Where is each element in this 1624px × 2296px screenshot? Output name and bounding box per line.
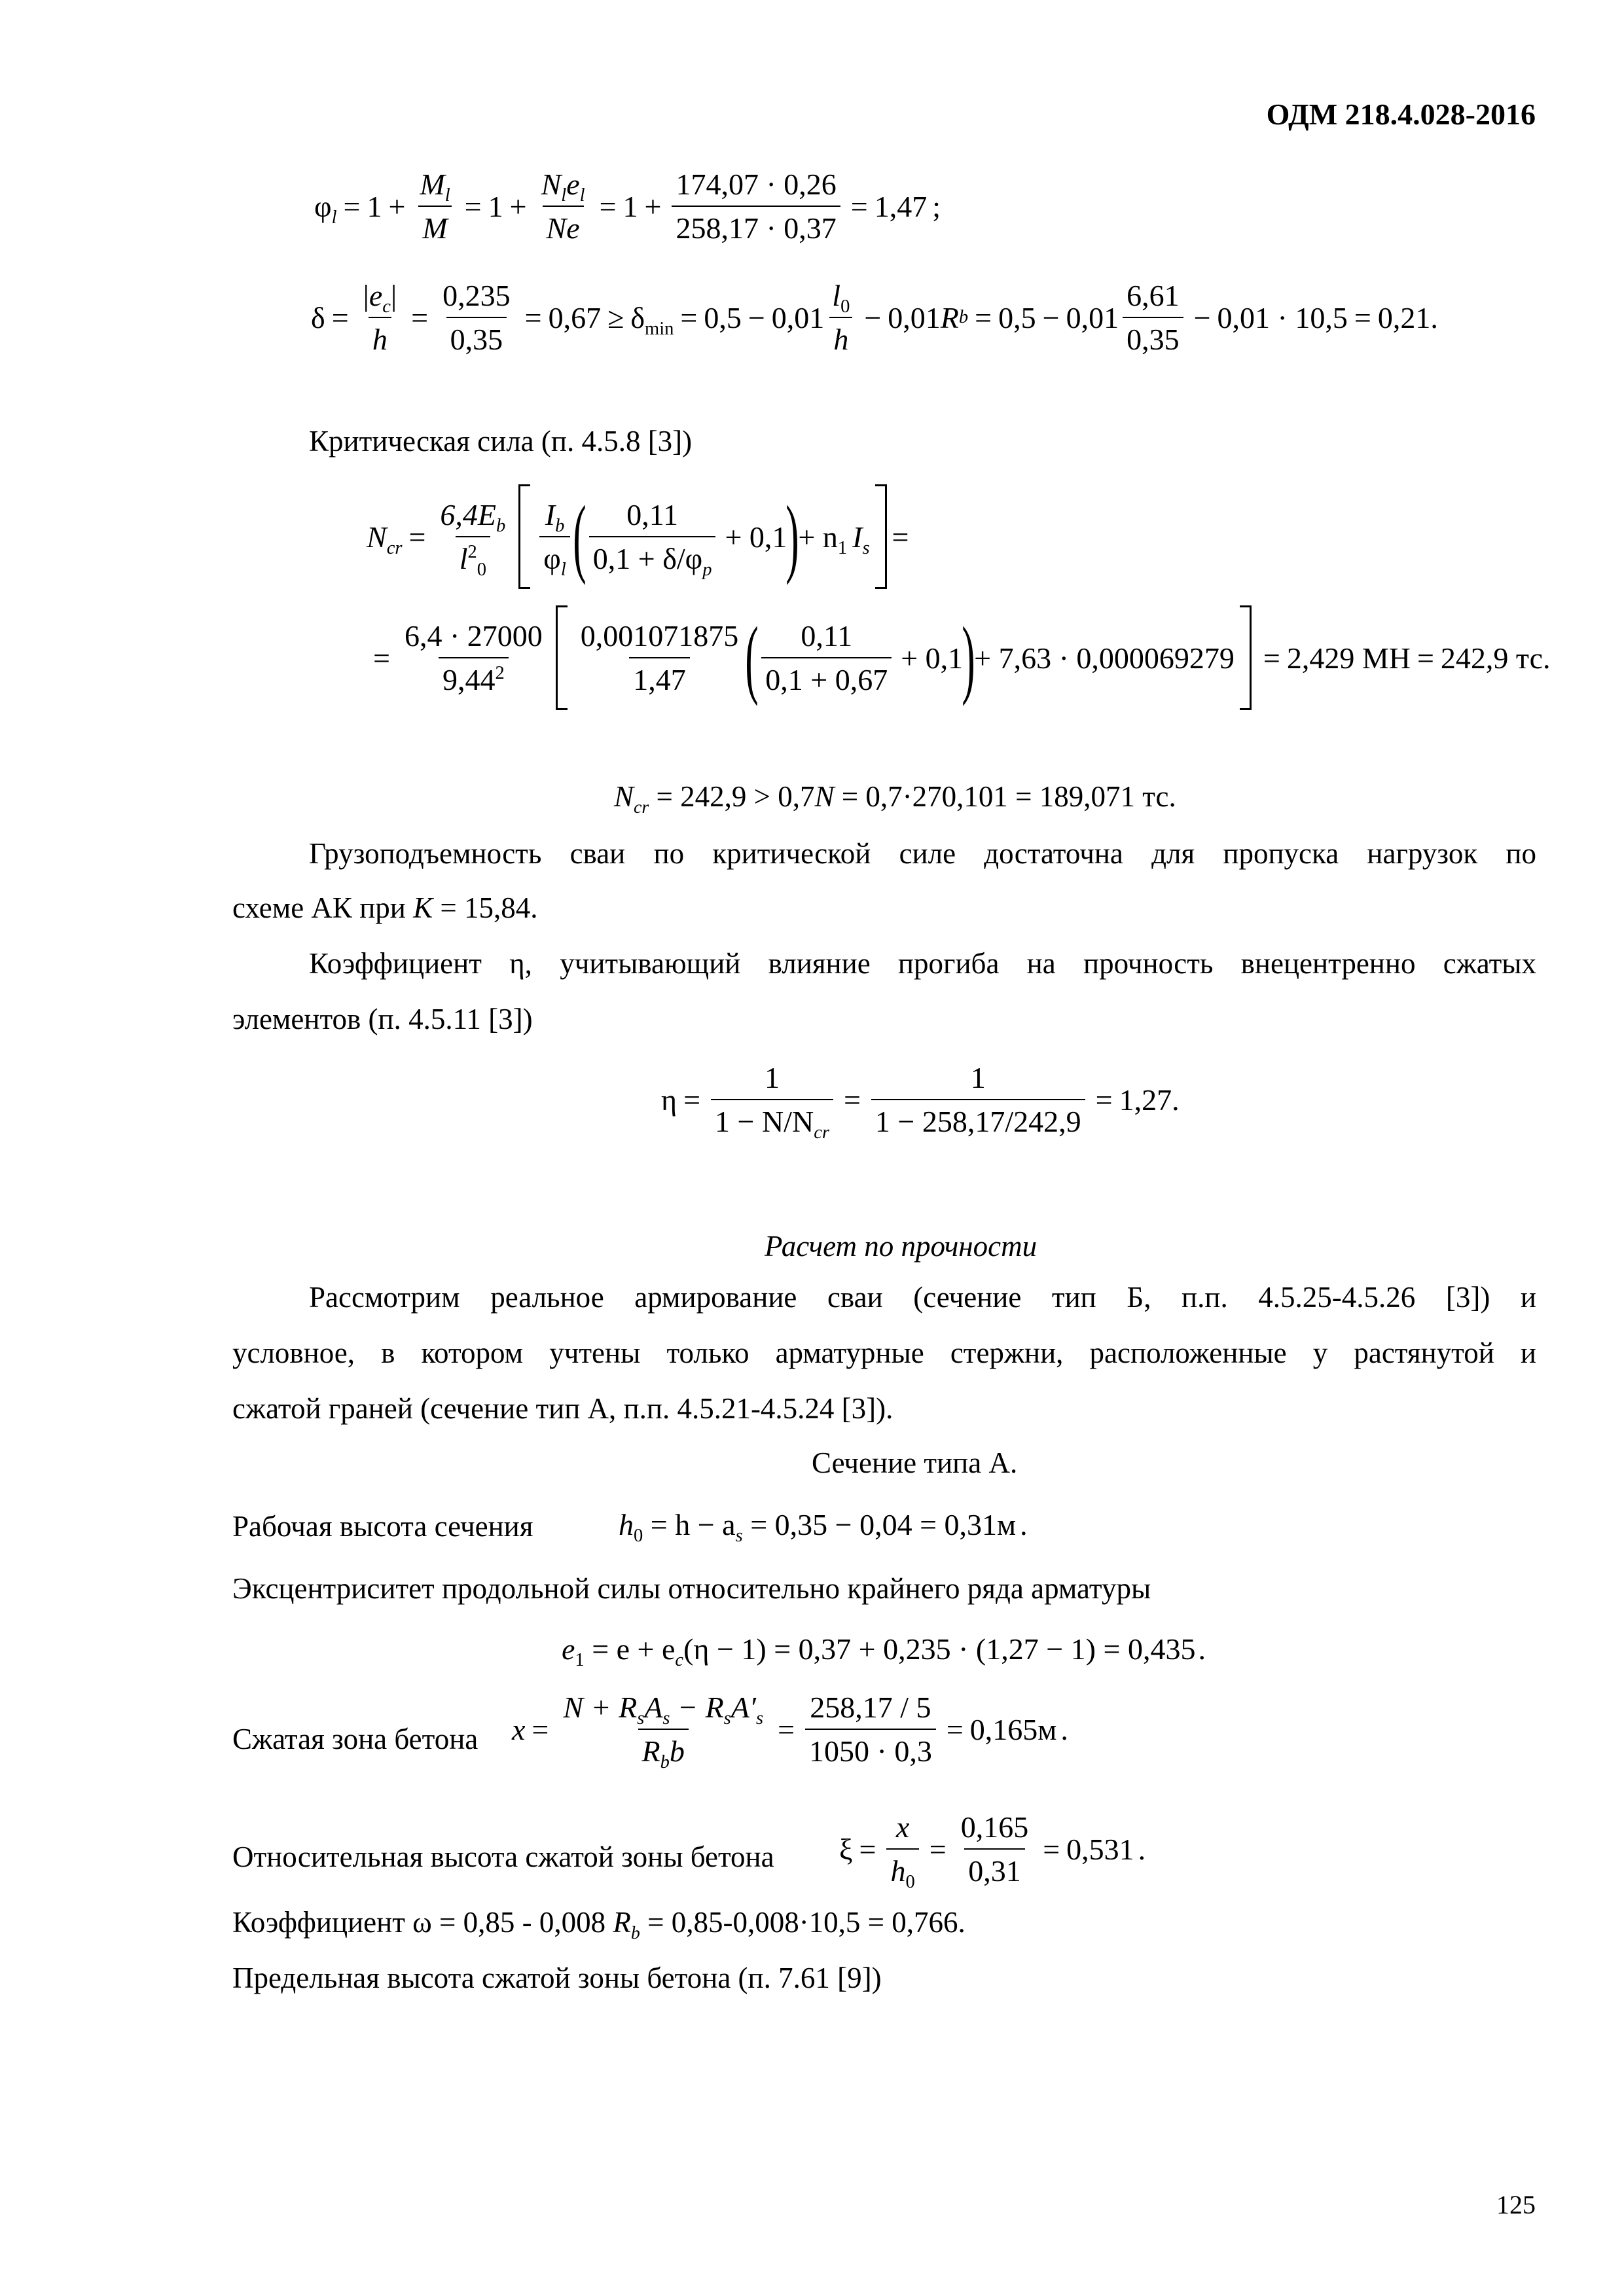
paragraph-eta-line1: Коэффициент η, учитывающий влияние прогиба на прочность внецентренно сжатых xyxy=(309,947,1536,980)
paragraph-eta-line2: элементов (п. 4.5.11 [3]) xyxy=(232,1003,533,1035)
document-code: ОДМ 218.4.028-2016 xyxy=(1266,98,1536,131)
omega-line: Коэффициент ω = 0,85 - 0,008 $R_b = 0,85-0,008\cdot 10,5 = 0,766$. xyxy=(232,1906,965,1943)
compressed-zone-label: Сжатая зона бетона xyxy=(232,1723,478,1755)
subsection-title: Сечение типа А. xyxy=(812,1446,1018,1479)
ncr-check-line: $N_{cr} = 242,9 > 0,7N = 0,7\cdot 270,101 = 189,071$ тс. xyxy=(614,780,1176,817)
equation-delta: δ = $\frac{|e_c|}{h}$ = $\frac{0,235}{0,35}$ = 0,67 ≥ $\delta_{min}$ = 0,5 − 0,01 $\frac{l_0}{h}$ − 0,01 R b = 0,5 − 0,01 $\frac{6,61}{0,35}$ − 0,01 · 10,5 = 0,21 . xyxy=(311,279,1438,356)
equation-h0: $h_0 = h - a_s = 0,35 - 0,04 = 0,31м$ . xyxy=(619,1508,1028,1546)
section-title: Расчет по прочности xyxy=(765,1230,1038,1263)
equation-eta: η = $\frac{1}{1 - N/N_{cr}}$ = $\frac{1}{1 - 258,17/242,9}$ = 1,27 . xyxy=(661,1061,1180,1143)
critical-force-heading: Критическая сила (п. 4.5.8 [3]) xyxy=(309,425,693,457)
paragraph-capacity-line2: схеме АК при K = 15,84. xyxy=(232,891,538,924)
equation-ncr-numeric: = $\frac{6,4 \cdot 27000}{9,44^2}$ $\frac{0,001071875}{1,47}$ ( $\frac{0,11}{0,1 + 0,67}$ + 0,1 ) + 7,63 · 0,000069279 = 2,429 МН = 242,9 тс. xyxy=(367,605,1551,710)
eccentricity-label: Эксцентриситет продольной силы относительно крайнего ряда арматуры xyxy=(232,1572,1151,1605)
equation-x: x = $\frac{N + R_sA_s - R_sA'_s}{R_bb}$ = $\frac{258,17 / 5}{1050 \cdot 0,3}$ = 0,165м . xyxy=(512,1691,1068,1772)
paragraph-reinforcement-line3: сжатой граней (сечение тип А, п.п. 4.5.21-4.5.24 [3]). xyxy=(232,1392,893,1425)
page-number: 125 xyxy=(1496,2190,1536,2219)
paragraph-reinforcement-line1: Рассмотрим реальное армирование сваи (сечение тип Б, п.п. 4.5.25-4.5.26 [3]) и xyxy=(309,1281,1536,1314)
paragraph-reinforcement-line2: условное, в котором учтены только арматурные стержни, расположенные у растянутой и xyxy=(232,1336,1536,1369)
equation-xi: ξ = $\frac{x}{h_0}$ = $\frac{0,165}{0,31}$ = 0,531 . xyxy=(839,1810,1146,1892)
equation-ncr-general: $N_{cr}$ = $\frac{6,4E_b}{l^2_0}$ $\frac{I_b}{\varphi_l}$ ( $\frac{0,11}{0,1 + \delta/\varphi_p}$ + 0,1 ) + $n_1$ $I_s$ = xyxy=(367,484,909,589)
paragraph-capacity-line1: Грузоподъемность сваи по критической силе достаточна для пропуска нагрузок по xyxy=(309,837,1536,870)
equation-phi-l: $\varphi_l$ = 1 + $\frac{M_l}{M}$ = 1 + $\frac{N_le_l}{Ne}$ = 1 + $\frac{174,07 \cdot 0,26}{258,17 \cdot 0,37}$ = 1,47 ; xyxy=(314,168,941,245)
relative-height-label: Относительная высота сжатой зоны бетона xyxy=(232,1840,774,1873)
equation-e1: $e_1 = e + e_c(\eta - 1) = 0,37 + 0,235 \cdot (1,27 - 1) = 0,435$. xyxy=(562,1632,1206,1670)
limit-height-label: Предельная высота сжатой зоны бетона (п. 7.61 [9]) xyxy=(232,1962,882,1994)
work-height-label: Рабочая высота сечения xyxy=(232,1510,533,1543)
